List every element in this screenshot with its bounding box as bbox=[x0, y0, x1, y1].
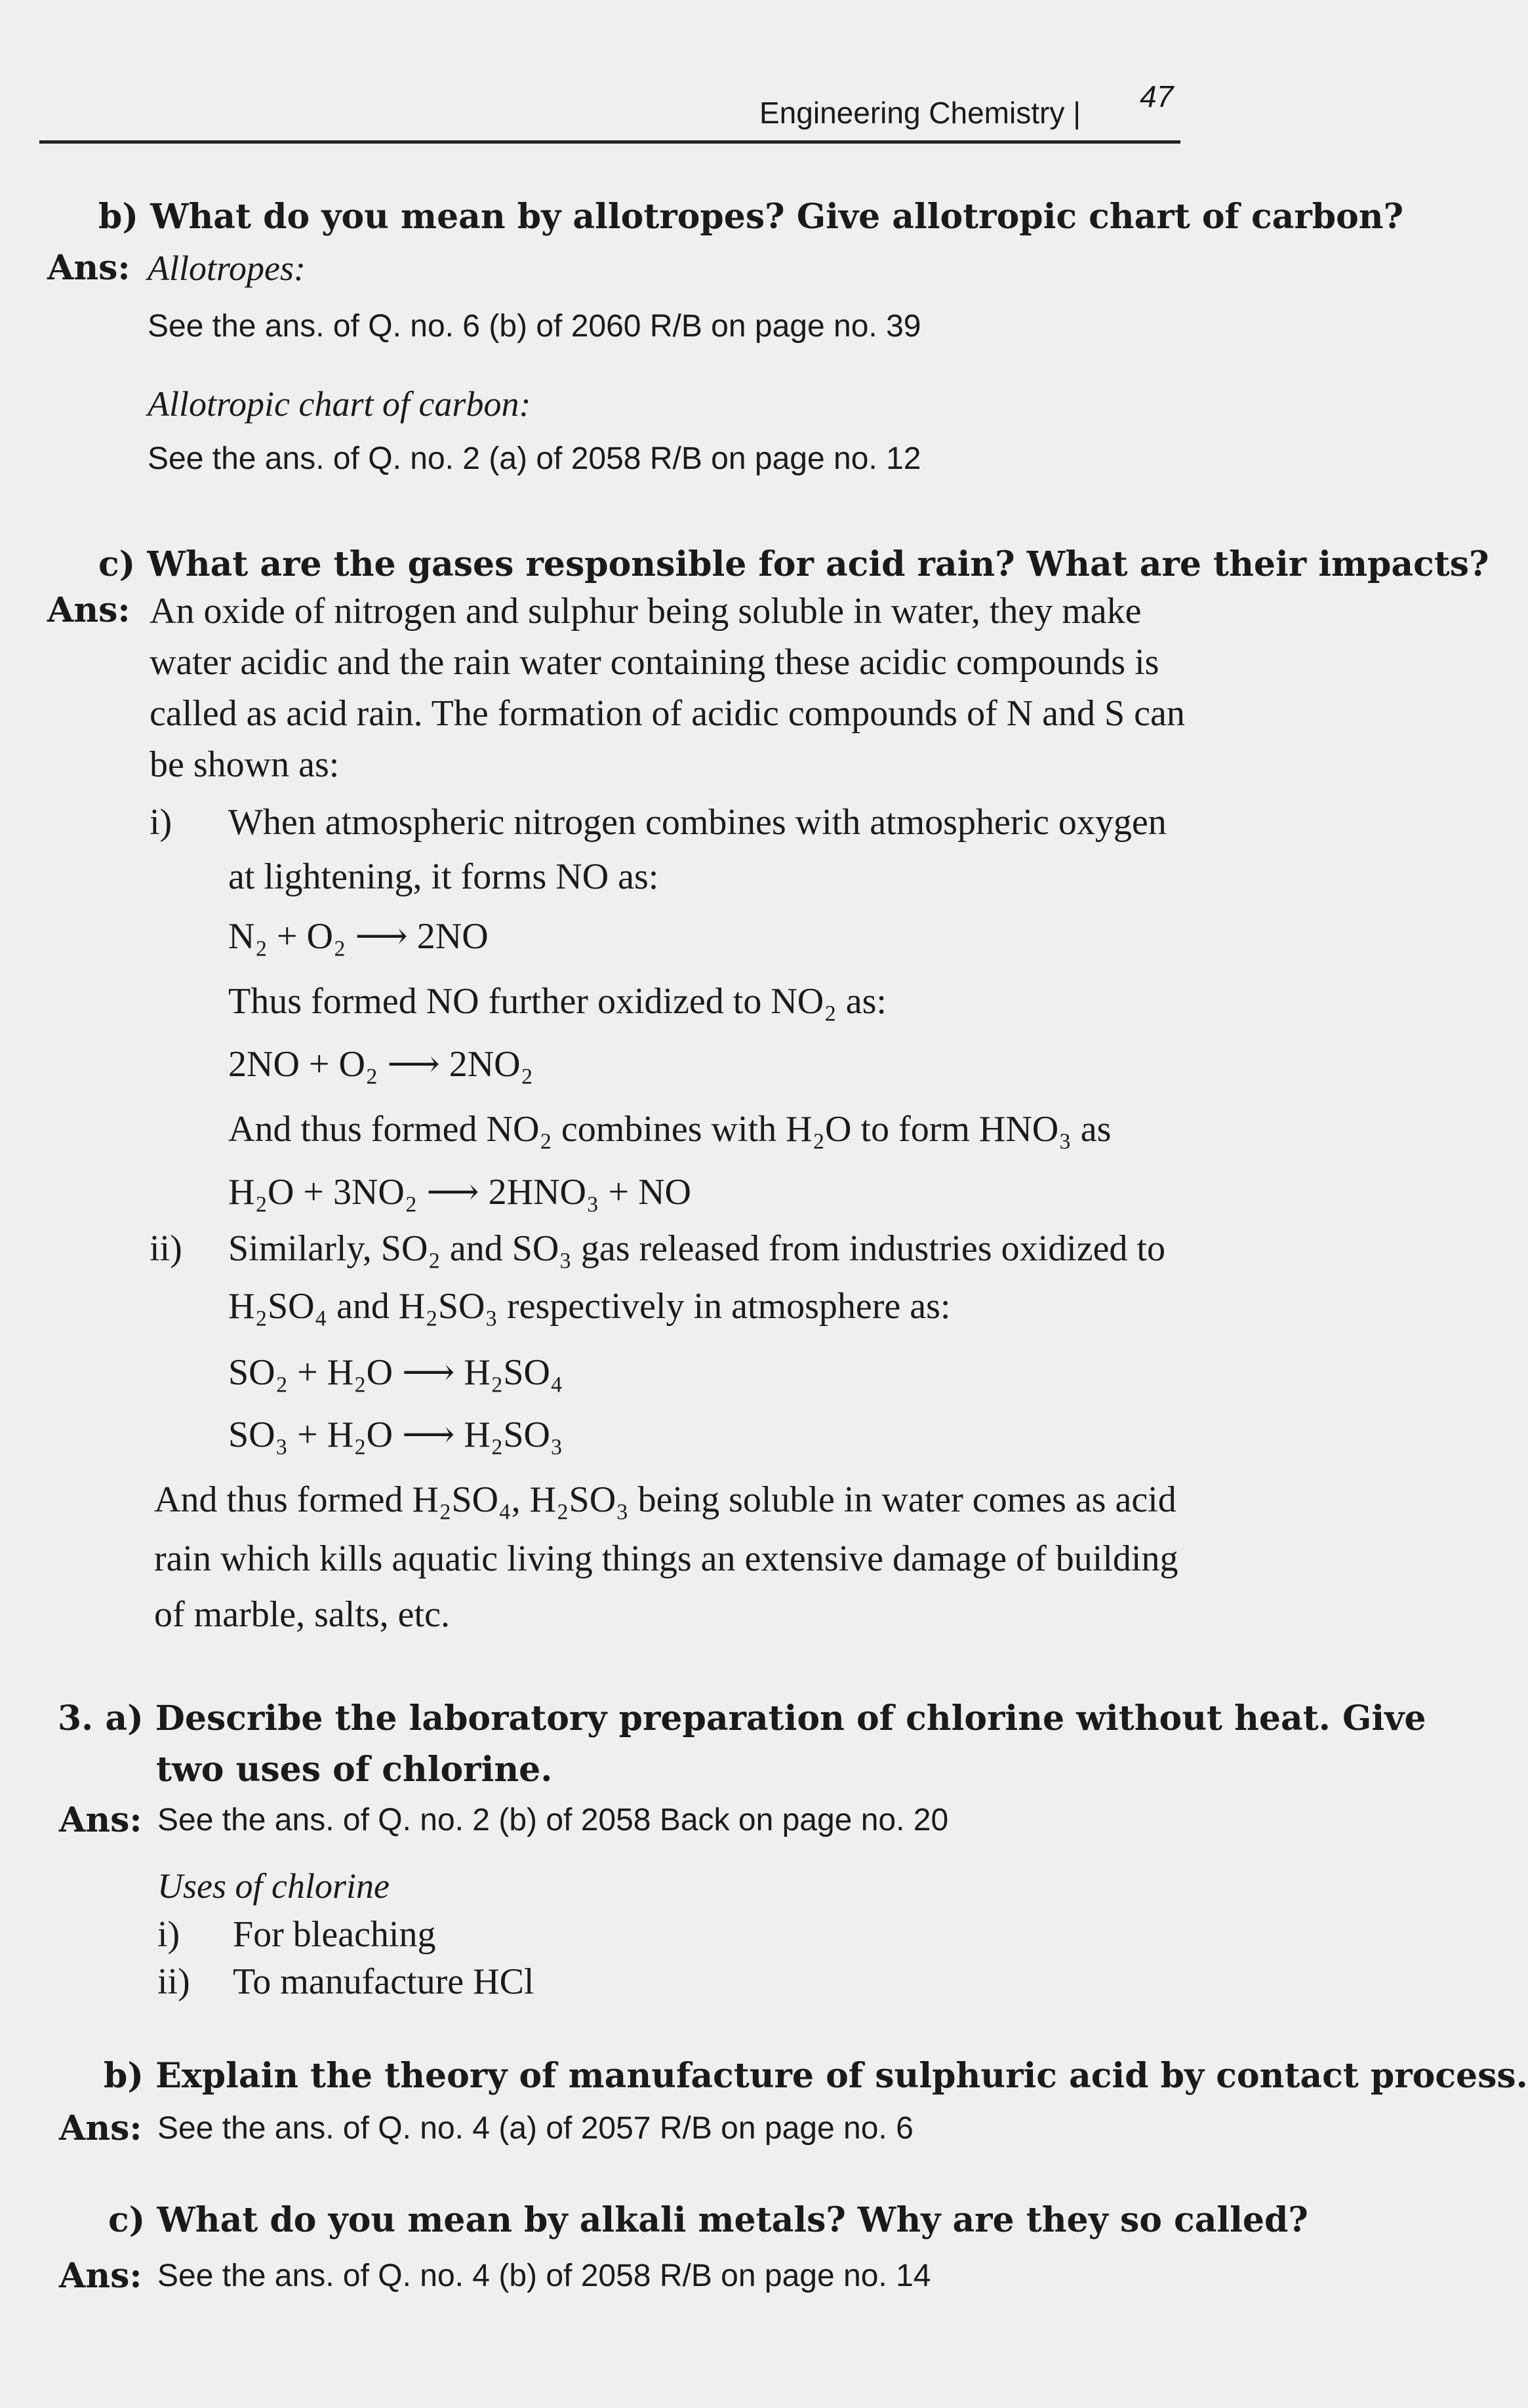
answer-label: Ans: bbox=[59, 1800, 142, 1840]
paragraph-line: And thus formed H₂SO₄, H₂SO₃ being soluble in water comes as acid bbox=[154, 1479, 1176, 1520]
list-item-text: To manufacture HCl bbox=[233, 1961, 534, 2002]
question-c: c) What are the gases responsible for acid rain? What are their impacts? bbox=[98, 544, 1489, 584]
list-marker: ii) bbox=[150, 1228, 182, 1269]
list-item-text: Similarly, SO₂ and SO₃ gas released from industries oxidized to bbox=[228, 1228, 1165, 1269]
list-marker: i) bbox=[157, 1914, 180, 1955]
subheading-uses: Uses of chlorine bbox=[157, 1866, 390, 1906]
answer-label: Ans: bbox=[59, 2256, 142, 2296]
running-header: Engineering Chemistry | bbox=[759, 96, 1081, 130]
question-3c: c) What do you mean by alkali metals? Why are they so called? bbox=[108, 2200, 1308, 2240]
answer-label: Ans: bbox=[59, 2108, 142, 2148]
reference-text: See the ans. of Q. no. 2 (b) of 2058 Back on page no. 20 bbox=[157, 1803, 949, 1837]
equation: SO₂ + H₂O ⟶ H₂SO₄ bbox=[228, 1352, 563, 1393]
paragraph-line: of marble, salts, etc. bbox=[154, 1594, 450, 1635]
list-marker: i) bbox=[150, 802, 172, 843]
paragraph-line: Thus formed NO further oxidized to NO₂ as: bbox=[228, 981, 887, 1022]
subheading-allotropic-chart: Allotropic chart of carbon: bbox=[148, 384, 531, 424]
answer-label: Ans: bbox=[47, 590, 131, 630]
reference-text: See the ans. of Q. no. 2 (a) of 2058 R/B on page no. 12 bbox=[148, 441, 921, 476]
paragraph-line: And thus formed NO₂ combines with H₂O to form HNO₃ as bbox=[228, 1109, 1112, 1150]
list-item-text: at lightening, it forms NO as: bbox=[228, 856, 659, 897]
paragraph-line: water acidic and the rain water containing these acidic compounds is bbox=[150, 642, 1159, 683]
reference-text: See the ans. of Q. no. 4 (a) of 2057 R/B on page no. 6 bbox=[157, 2111, 914, 2146]
paragraph-line: called as acid rain. The formation of acidic compounds of N and S can bbox=[150, 693, 1185, 734]
list-marker: ii) bbox=[157, 1961, 190, 2002]
equation: N₂ + O₂ ⟶ 2NO bbox=[228, 916, 489, 957]
paragraph-line: rain which kills aquatic living things an extensive damage of building bbox=[154, 1538, 1178, 1579]
equation: SO₃ + H₂O ⟶ H₂SO₃ bbox=[228, 1415, 563, 1455]
question-3a-line: two uses of chlorine. bbox=[156, 1750, 553, 1790]
answer-label: Ans: bbox=[47, 248, 131, 288]
list-item-text: H₂SO₄ and H₂SO₃ respectively in atmosphere as: bbox=[228, 1286, 951, 1327]
question-3b: b) Explain the theory of manufacture of sulphuric acid by contact process. bbox=[104, 2056, 1528, 2096]
list-item-text: When atmospheric nitrogen combines with atmospheric oxygen bbox=[228, 802, 1167, 843]
list-item-text: For bleaching bbox=[233, 1914, 436, 1955]
paragraph-line: An oxide of nitrogen and sulphur being soluble in water, they make bbox=[150, 591, 1142, 632]
reference-text: See the ans. of Q. no. 4 (b) of 2058 R/B on page no. 14 bbox=[157, 2258, 931, 2293]
equation: H₂O + 3NO₂ ⟶ 2HNO₃ + NO bbox=[228, 1172, 691, 1213]
question-3a: 3. a) Describe the laboratory preparation of chlorine without heat. Give bbox=[58, 1698, 1426, 1738]
reference-text: See the ans. of Q. no. 6 (b) of 2060 R/B on page no. 39 bbox=[148, 309, 921, 344]
equation: 2NO + O₂ ⟶ 2NO₂ bbox=[228, 1044, 534, 1085]
page-number: 47 bbox=[1140, 79, 1174, 113]
paragraph-line: be shown as: bbox=[150, 744, 340, 785]
subheading-allotropes: Allotropes: bbox=[148, 249, 306, 288]
question-b: b) What do you mean by allotropes? Give allotropic chart of carbon? bbox=[98, 197, 1404, 237]
header-rule bbox=[39, 140, 1180, 144]
